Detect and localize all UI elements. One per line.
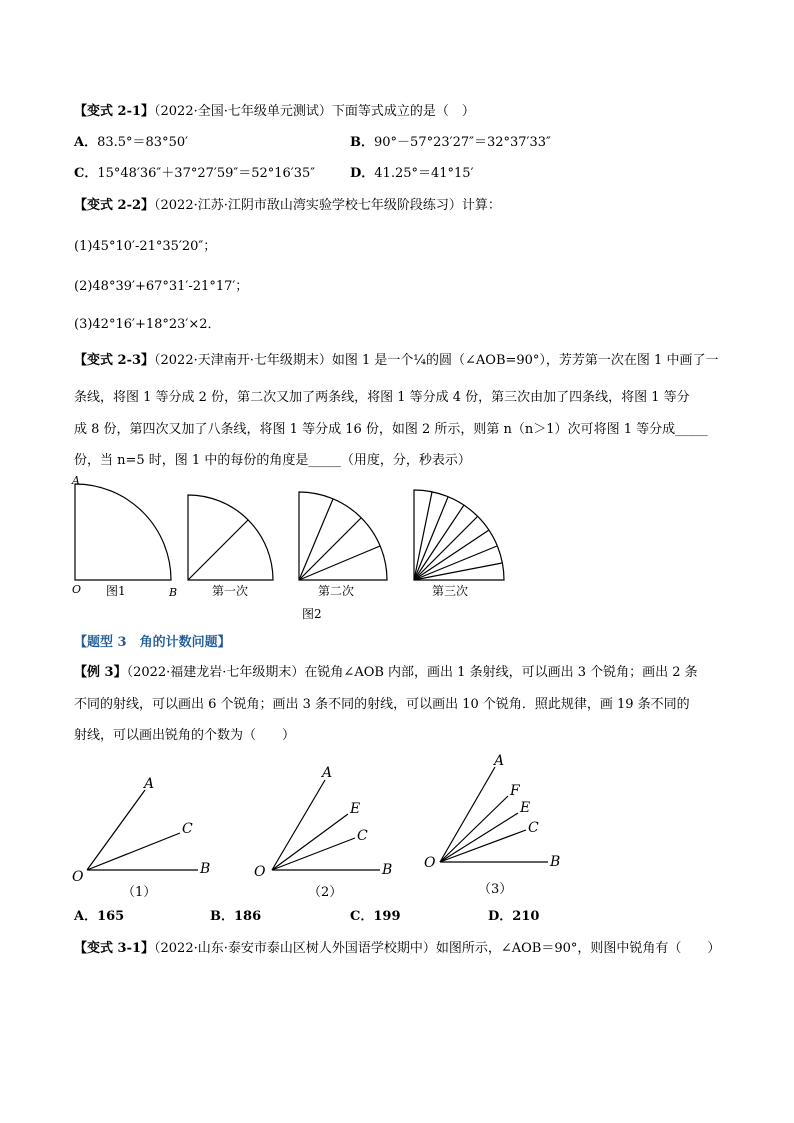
- option-row: [350, 165, 474, 183]
- label-b: B: [200, 861, 211, 877]
- question-text-line: 不同的射线，可以画出 6 个锐角；画出 3 条不同的射线，可以画出 10 个锐角．照此规律，画 19 条不同的: [74, 697, 690, 712]
- sub-problem-1: (1)45°10′-21°35′20″；: [74, 239, 217, 254]
- option-b: 186: [234, 909, 262, 924]
- figure-quarter-circles: [60, 476, 520, 626]
- question-text: （2022·福建龙岩·七年级期末）在锐角∠AOB 内部，画出 1 条射线，可以画出 3 个锐角；画出 2 条: [126, 665, 698, 680]
- label-o: O: [72, 583, 82, 596]
- option-a-label: A．: [74, 135, 98, 150]
- question-text: （2022·全国·七年级单元测试）下面等式成立的是（ ）: [154, 104, 475, 119]
- caption-fig2: 图2: [302, 607, 322, 621]
- label-c: C: [182, 821, 193, 837]
- caption-fig1: 图1: [106, 584, 126, 598]
- option-row: [350, 134, 551, 152]
- label-f: F: [510, 783, 520, 799]
- division-line: [299, 518, 361, 580]
- question-text-line: 射线，可以画出锐角的个数为（ ）: [74, 728, 296, 743]
- label-b: B: [382, 862, 393, 878]
- option-b: 90°－57°23′27″＝32°37′33″: [374, 135, 551, 150]
- caption-3: （3）: [478, 882, 513, 897]
- label-a: A: [322, 765, 333, 781]
- label-a: A: [494, 753, 505, 769]
- question-ex3: [74, 664, 698, 682]
- label-e: E: [520, 800, 531, 816]
- caption-second: 第二次: [318, 584, 355, 598]
- caption-third: 第三次: [432, 584, 469, 598]
- quarter-circle-1: [75, 484, 171, 580]
- caption-2: （2）: [308, 885, 343, 900]
- option-c: 15°48′36″＋37°27′59″＝52°16′35″: [97, 166, 316, 181]
- question-tag: 【变式 3-1】: [74, 941, 155, 956]
- label-o: O: [254, 864, 266, 880]
- label-e: E: [350, 801, 361, 817]
- option-b-label: B．: [210, 909, 234, 924]
- option-d-label: D．: [350, 166, 375, 181]
- option-d: 210: [512, 909, 540, 924]
- label-a: A: [144, 776, 155, 792]
- option-row: [488, 908, 539, 926]
- label-b: B: [550, 854, 561, 870]
- label-c: C: [528, 820, 539, 836]
- sub-problem-3: (3)42°16′+18°23′×2．: [74, 317, 221, 332]
- sub-problem-2: (2)48°39′+67°31′-21°17′；: [74, 279, 249, 294]
- label-o: O: [424, 855, 436, 871]
- question-tag: 【变式 2-2】: [74, 198, 155, 213]
- question-tag: 【例 3】: [74, 665, 127, 680]
- option-row: [74, 165, 315, 183]
- label-a: A: [72, 474, 80, 487]
- option-row: [74, 908, 124, 926]
- division-line: [414, 516, 478, 580]
- option-row: [210, 908, 261, 926]
- division-line: [188, 520, 248, 580]
- question-text-line: 份，当 n=5 时，图 1 中的每份的角度是_____（用度，分，秒表示）: [74, 453, 471, 468]
- option-c-label: C．: [74, 166, 98, 181]
- option-c-label: C．: [350, 909, 374, 924]
- section-title: 【题型 3 角的计数问题】: [74, 635, 231, 650]
- figure-rays: [60, 750, 580, 910]
- label-b: B: [169, 586, 178, 599]
- question-text: （2022·天津南开·七年级期末）如图 1 是一个¼的圆（∠AOB=90°），芳芳第一次在图 1 中画了一: [154, 353, 719, 368]
- question-text-line: 条线，将图 1 等分成 2 份，第二次又加了两条线，将图 1 等分成 4 份，第三次由加了四条线，将图 1 等分: [74, 390, 690, 405]
- option-d-label: D．: [488, 909, 513, 924]
- option-d: 41.25°＝41°15′: [374, 166, 474, 181]
- option-a: 165: [97, 909, 125, 924]
- caption-1: （1）: [122, 885, 157, 900]
- option-a-label: A．: [74, 909, 98, 924]
- option-row: [74, 134, 188, 152]
- question-text: （2022·江苏·江阴市敔山湾实验学校七年级阶段练习）计算：: [154, 198, 501, 213]
- option-row: [350, 908, 401, 926]
- question-tag: 【变式 2-1】: [74, 104, 155, 119]
- label-o: O: [72, 869, 84, 885]
- question-v23: [74, 352, 718, 370]
- question-v31: [74, 940, 720, 958]
- question-text: （2022·山东·泰安市泰山区树人外国语学校期中）如图所示，∠AOB＝90°，则图中锐角有（ ）: [154, 941, 721, 956]
- question-v22: [74, 197, 501, 215]
- question-text-line: 成 8 份，第四次又加了八条线，将图 1 等分成 16 份，如图 2 所示，则第 n（n＞1）次可将图 1 等分成_____: [74, 422, 708, 437]
- option-c: 199: [373, 909, 401, 924]
- option-b-label: B．: [350, 135, 374, 150]
- option-a: 83.5°＝83°50′: [97, 135, 189, 150]
- question-v21: [74, 103, 475, 121]
- question-tag: 【变式 2-3】: [74, 353, 155, 368]
- label-c: C: [357, 828, 368, 844]
- caption-first: 第一次: [212, 584, 249, 598]
